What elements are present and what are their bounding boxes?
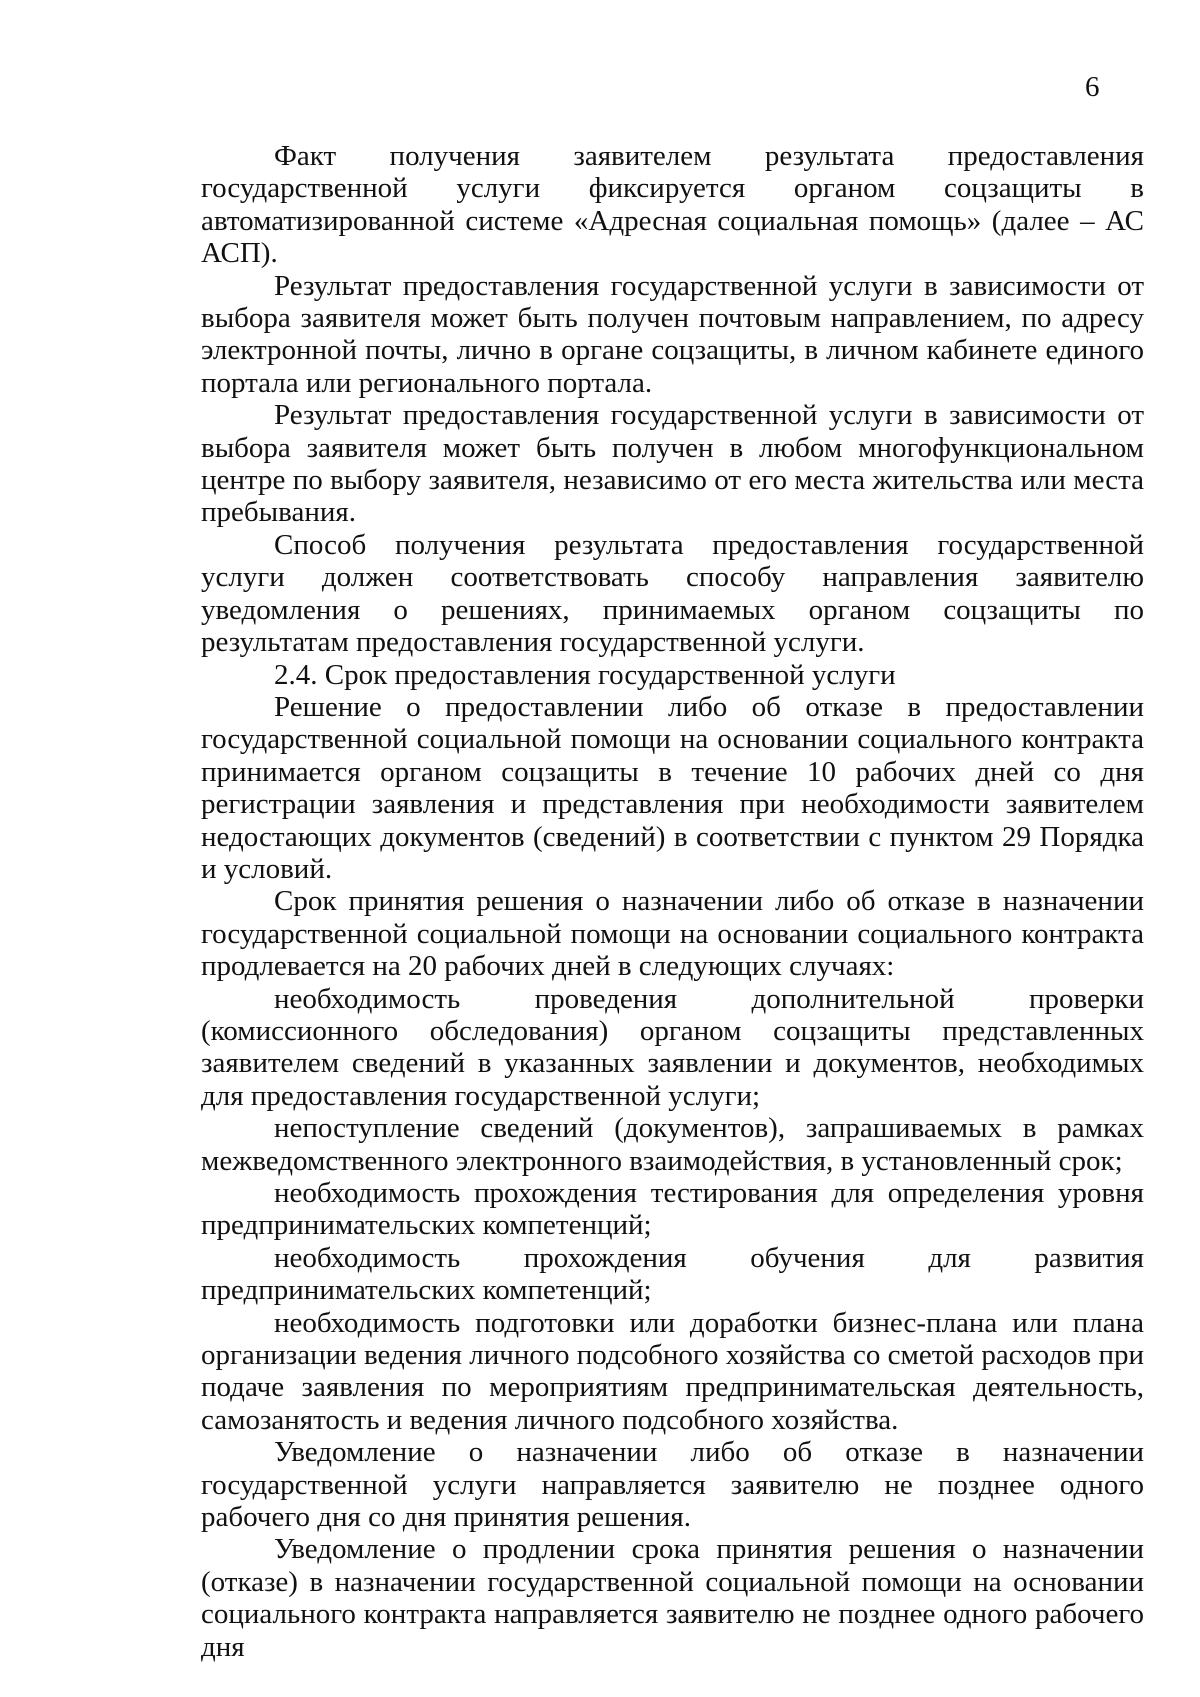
paragraph-decision-notice: Уведомление о назначении либо об отказе в назначении государственной услуги направляется заявителю не позднее одного рабочего дня со дня принятия решения. bbox=[201, 1436, 1144, 1534]
paragraph-extension-notice: Уведомление о продлении срока принятия решения о назначении (отказе) в назначении государственной социальной помощи на основании социального контракта направляется заявителю не позднее одного рабочего дня bbox=[201, 1533, 1144, 1663]
paragraph-decision-term: Решение о предоставлении либо об отказе в предоставлении государственной социальной помощи на основании социального контракта принимается органом соцзащиты в течение 10 рабочих дней со дня регистрации заявления и представления при необходимости заявителем недостающих документов (сведений) в соответствии с пунктом 29 Порядка и условий. bbox=[201, 690, 1144, 885]
list-item-testing: необходимость прохождения тестирования для определения уровня предпринимательских компетенций; bbox=[201, 1177, 1144, 1242]
list-item-missing-information: непоступление сведений (документов), запрашиваемых в рамках межведомственного электронного взаимодействия, в установленный срок; bbox=[201, 1112, 1144, 1177]
list-item-business-plan: необходимость подготовки или доработки бизнес-плана или плана организации ведения личного подсобного хозяйства со сметой расходов при подаче заявления по мероприятиям предпринимательская деятельность, самозанятость и ведения личного подсобного хозяйства. bbox=[201, 1306, 1144, 1436]
paragraph-result-mfc: Результат предоставления государственной услуги в зависимости от выбора заявителя может быть получен в любом многофункциональном центре по выбору заявителя, независимо от его места жительства или места пребывания. bbox=[201, 399, 1144, 529]
list-item-additional-check: необходимость проведения дополнительной проверки (комиссионного обследования) органом соцзащиты представленных заявителем сведений в указанных заявлении и документов, необходимых для предоставления государственной услуги; bbox=[201, 982, 1144, 1112]
page-number: 6 bbox=[1085, 71, 1100, 103]
document-body bbox=[201, 140, 1144, 1663]
paragraph-result-method-correspondence: Способ получения результата предоставления государственной услуги должен соответствовать способу направления заявителю уведомления о решениях, принимаемых органом соцзащиты по результатам предоставления государственной услуги. bbox=[201, 528, 1144, 659]
paragraph-result-delivery-methods: Результат предоставления государственной услуги в зависимости от выбора заявителя может быть получен почтовым направлением, по адресу электронной почты, лично в органе соцзащиты, в личном кабинете единого портала или регионального портала. bbox=[201, 269, 1144, 399]
paragraph-result-fixation: Факт получения заявителем результата предоставления государственной услуги фиксируется органом соцзащиты в автоматизированной системе «Адресная социальная помощь» (далее – АС АСП). bbox=[201, 140, 1144, 270]
section-heading-2-4: 2.4. Срок предоставления государственной услуги bbox=[274, 658, 896, 691]
list-item-training: необходимость прохождения обучения для развития предпринимательских компетенций; bbox=[201, 1241, 1144, 1307]
paragraph-term-extension: Срок принятия решения о назначении либо об отказе в назначении государственной социальной помощи на основании социального контракта продлевается на 20 рабочих дней в следующих случаях: bbox=[201, 885, 1144, 983]
